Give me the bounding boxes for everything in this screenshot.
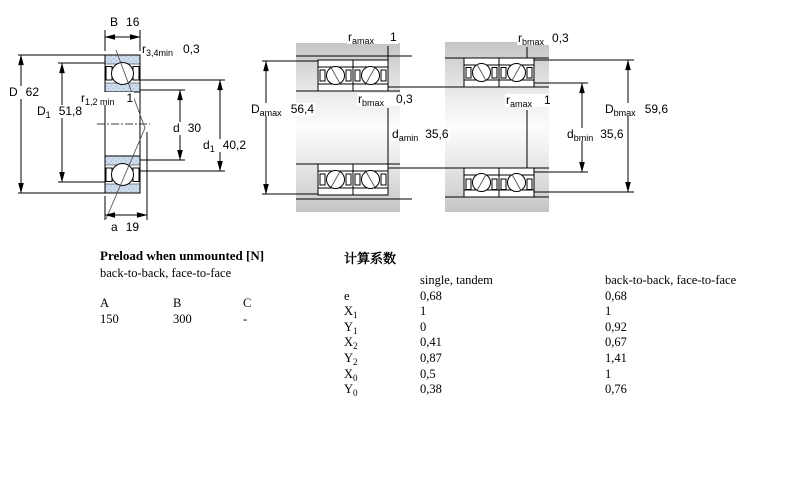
dim-label-d1: $d_1$ 40,2 [203,138,247,154]
dim-label-ramax-right: $r_{amax}$ 1 [506,93,551,109]
factors-title: 计算系数 [344,251,397,266]
preload-table [100,248,303,328]
factor-label: $Y_0$ [344,382,358,399]
dim-label-D1: $D_1$ 51,8 [37,104,83,120]
bearing-pair-top [464,58,534,87]
bearing-pair-bottom [464,168,534,197]
factor-value: 1 [420,304,427,319]
factors-col1-header: single, tandem [420,273,493,287]
preload-subtitle: back-to-back, face-to-face [100,266,232,280]
preload-col-header: A [100,296,110,310]
factor-value: 0,38 [420,382,442,397]
factor-value: 1,41 [605,350,627,365]
bearing-pair-bottom [318,164,388,195]
dim-label-r12min: $r_{1,2 min}$ 1 [81,91,134,107]
factor-label: $X_2$ [344,335,358,352]
preload-grid [100,296,303,328]
dim-label-rbmax-right: $r_{bmax}$ 0,3 [518,31,569,47]
factor-value: 0,76 [605,382,627,397]
dim-label-damin: $d_{amin}$ 35,6 [392,127,449,143]
factor-value: 0,41 [420,335,442,350]
factor-value: 0,92 [605,319,627,334]
preload-value: - [243,312,248,326]
factor-value: 0,87 [420,350,442,365]
factor-label: $X_0$ [344,366,358,383]
factor-label: $X_1$ [344,304,358,321]
calculation-factors-table [344,248,800,398]
factor-value: 0,68 [605,288,627,303]
factor-label: e [344,288,350,303]
dim-label-a: a 19 [111,220,140,234]
dim-label-d: d 30 [173,121,202,135]
dim-label-D: D 62 [9,85,40,99]
factor-value: 0 [420,319,427,334]
preload-title: Preload when unmounted [N] [100,248,265,263]
preload-value: 150 [100,312,119,326]
factors-corner-cell [344,273,420,289]
factor-value: 1 [605,366,612,381]
preload-col-header: B [173,296,182,310]
dim-label-Damax: $D_{amax}$ 56,4 [251,102,315,118]
factor-label: $Y_2$ [344,350,358,367]
dim-label-Dbmax: $D_{bmax}$ 59,6 [605,102,669,118]
dim-label-dbmin: $d_{bmin}$ 35,6 [567,127,624,143]
factor-label: $Y_1$ [344,319,358,336]
dim-label-B: B 16 [110,15,140,29]
factors-col2-header: back-to-back, face-to-face [605,273,737,287]
factors-grid [344,273,800,398]
factor-value: 1 [605,304,612,319]
factor-value: 0,5 [420,366,436,381]
preload-col-header: C [243,296,252,310]
dim-label-ramax-left: $r_{amax}$ 1 [348,30,397,46]
factor-value: 0,68 [420,288,442,303]
bearing-pair-top [318,60,388,91]
preload-value: 300 [173,312,192,326]
dim-label-rbmax-left: $r_{bmax}$ 0,3 [358,92,413,108]
factor-value: 0,67 [605,335,627,350]
dim-label-r34min: $r_{3,4min}$ 0,3 [142,42,200,58]
